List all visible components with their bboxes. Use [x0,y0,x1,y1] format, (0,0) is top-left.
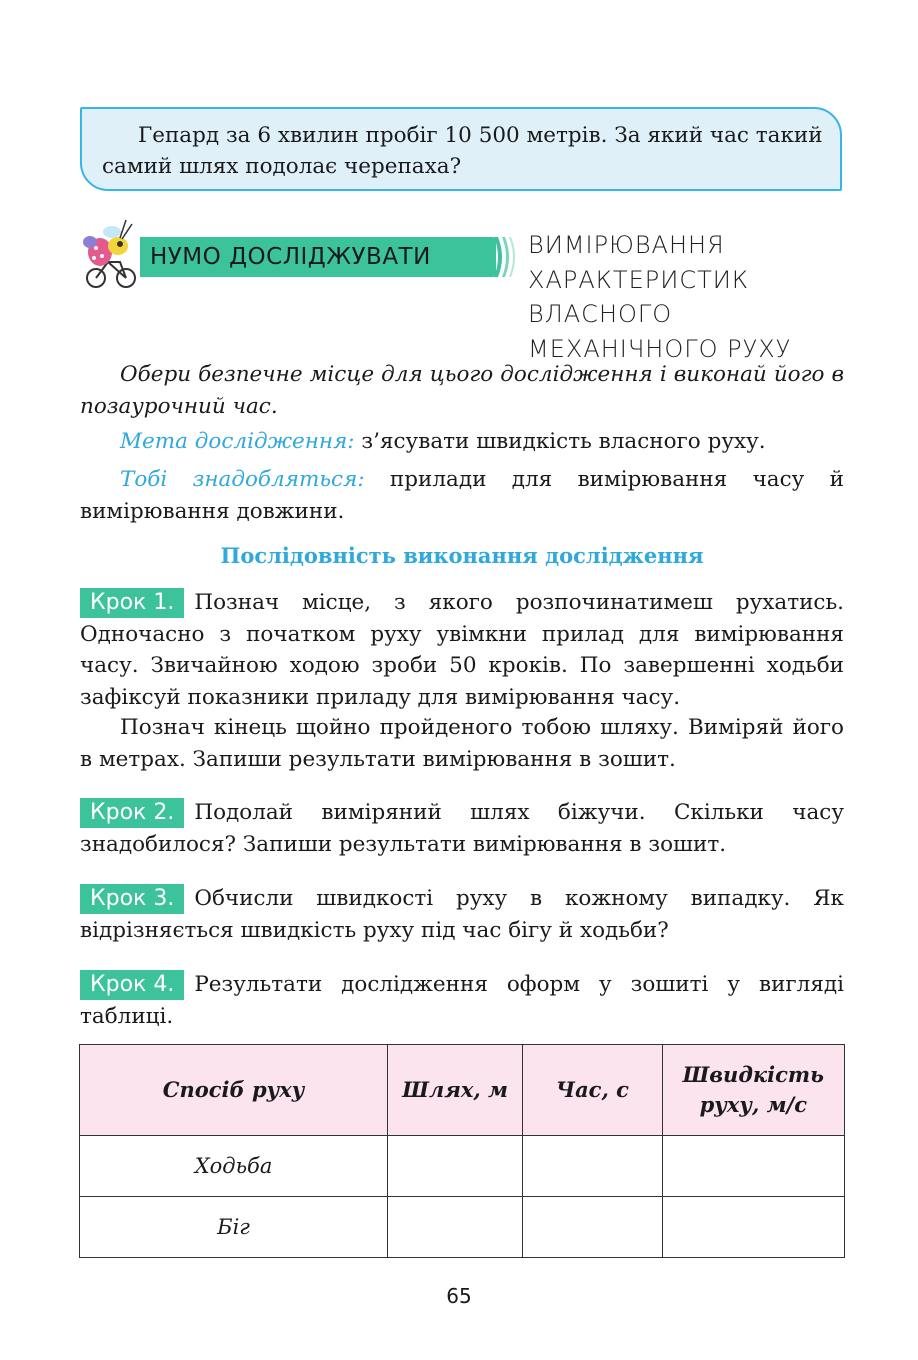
table-cell [523,1197,663,1258]
table-header-row [80,1045,845,1136]
table-cell [662,1136,844,1197]
table-row [80,1197,845,1258]
page-number: 65 [446,1284,472,1308]
step-2-badge: Крок 2. [80,798,184,828]
step-2-text: Подолай виміряний шлях біжучи. Скільки часу знадобилося? Запиши результати вимірювання в зошит. [80,800,844,857]
problem-text: Гепард за 6 хвилин пробіг 10 500 метрів. За який час такий самий шлях подолає черепаха? [102,123,823,179]
step-1-text: Познач місце, з якого розпочинатимеш рухатись. Одночасно з початком руху увімкни прилад для вимірювання часу. Звичайною ходою зроби 50 кроків. По завершенні ходьби зафіксуй показники приладу для вимірювання часу. [80,590,844,710]
research-title-line: ХАРАКТЕРИСТИК [528,265,750,294]
step-3-paragraph [80,883,844,946]
needs-text: прилади для вимірювання часу й вимірювання довжини. [80,467,844,524]
table-cell [388,1136,523,1197]
goal-label: Мета дослідження: [120,429,355,454]
needs-paragraph [80,464,844,527]
step-1-continuation: Познач кінець щойно пройденого тобою шляху. Виміряй його в метрах. Запиши результати вимірювання в зошит. [80,715,844,772]
step-4-text: Результати дослідження оформ у зошиті у вигляді таблиці. [80,972,844,1029]
step-2-paragraph [80,797,844,860]
table-cell: Біг [80,1197,388,1258]
step-3-badge: Крок 3. [80,884,184,914]
header-motion-method: Спосіб руху [80,1045,388,1136]
step-1-badge: Крок 1. [80,588,184,618]
bug-on-bicycle-icon [82,212,142,292]
research-title-line: ВЛАСНОГО [528,300,673,328]
step-1-paragraph [80,587,844,713]
header-time: Час, с [523,1045,663,1136]
table-cell [662,1197,844,1258]
research-title [528,228,858,366]
step-4-badge: Крок 4. [80,970,184,1000]
needs-label: Тобі знадобляться: [120,467,365,492]
header-path: Шлях, м [388,1045,523,1136]
explore-banner [140,237,496,277]
research-title-line: МЕХАНІЧНОГО РУХУ [528,334,792,363]
header-speed: Швидкість руху, м/с [662,1045,844,1136]
table-cell [388,1197,523,1258]
table-row [80,1136,845,1197]
sequence-title: Послідовність виконання дослідження [220,543,704,568]
banner-stripes-decoration [492,237,518,277]
research-title-line: ВИМІРЮВАННЯ [528,231,725,259]
goal-paragraph [80,426,844,458]
step-4-paragraph [80,969,844,1032]
table-cell: Ходьба [80,1136,388,1197]
table-cell [523,1136,663,1197]
step-3-text: Обчисли швидкості руху в кожному випадку. Як відрізняється швидкість руху під час бігу й ходьби? [80,886,844,943]
safety-instruction: Обери безпечне місце для цього дослідження і виконай його в позаурочний час. [80,362,844,419]
explore-banner-label: НУМО ДОСЛІДЖУВАТИ [150,244,431,270]
explore-header [82,212,512,296]
results-table [79,1044,845,1258]
goal-text: з’ясувати швидкість власного руху. [354,429,766,454]
problem-box [80,107,842,191]
